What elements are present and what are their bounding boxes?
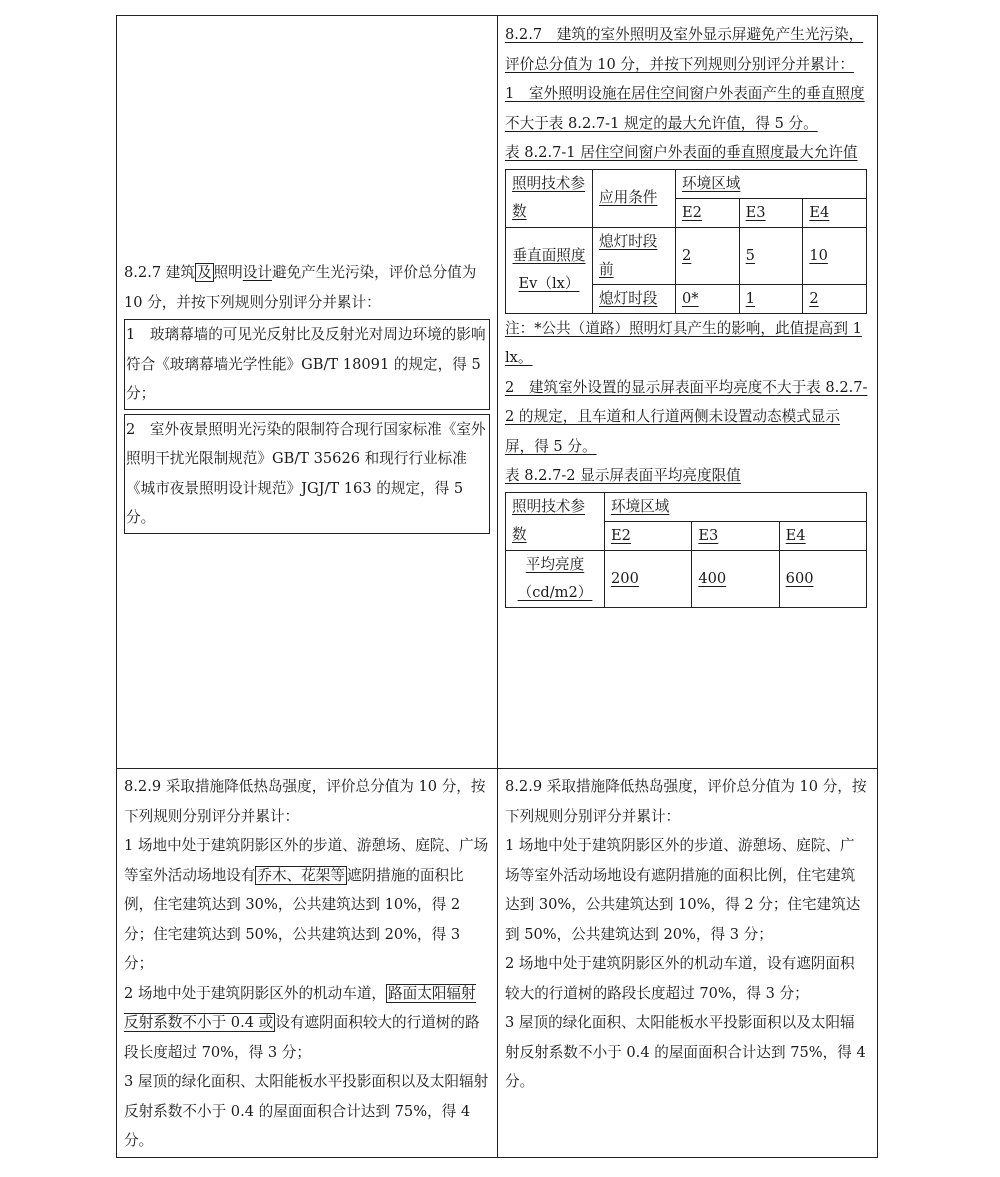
t1-header-param: 照明技术参数 <box>512 175 585 220</box>
boxed-revision: 路面太阳辐射反射系数不小于 0.4 或 <box>124 984 476 1031</box>
t1-cell: 1 <box>745 289 755 307</box>
luminance-table <box>505 492 867 608</box>
row-divider <box>116 768 878 769</box>
boxed-revision: 乔木、花架等 <box>257 866 345 884</box>
t1-e2: E2 <box>682 203 702 221</box>
clause-829-old-item3: 3 屋顶的绿化面积、太阳能板水平投影面积以及太阳辐射反射系数不小于 0.4 的屋面面积合计达到 75%，得 4 分。 <box>124 1073 489 1149</box>
t1-e4: E4 <box>809 203 830 221</box>
clause-827-new-intro: 8.2.7 建筑的室外照明及室外显示屏避免产生光污染，评价总分值为 10 分，并按下列规则分别评分并累计： <box>505 26 864 73</box>
clause-827-old-intro: 8.2.7 建筑 及 照明设计避免产生光污染，评价总分值为 10 分，并按下列规则分别评分并累计： <box>124 264 477 311</box>
t2-cell: 400 <box>698 569 727 587</box>
clause-829-new-item3: 3 屋顶的绿化面积、太阳能板水平投影面积以及太阳辐射反射系数不小于 0.4 的屋面面积合计达到 75%，得 4 分。 <box>505 1014 866 1090</box>
t2-row-param: 平均亮度（cd/m2） <box>517 555 593 601</box>
table1-title: 表 8.2.7-1 居住空间窗户外表面的垂直照度最大允许值 <box>505 144 858 161</box>
t1-header-env: 环境区域 <box>682 174 741 192</box>
left-bottom-cell <box>124 772 490 1156</box>
left-top-cell <box>124 258 490 534</box>
clause-829-new-intro: 8.2.9 采取措施降低热岛强度，评价总分值为 10 分，按下列规则分别评分并累计： <box>505 778 867 825</box>
t1-cell: 10 <box>809 246 828 264</box>
clause-827-new-item1: 1 室外照明设施在居住空间窗户外表面产生的垂直照度不大于表 8.2.7-1 规定的最大允许值，得 5 分。 <box>505 85 865 132</box>
t2-e3: E3 <box>698 526 719 544</box>
clause-827-old-item1: 1 玻璃幕墙的可见光反射比及反射光对周边环境的影响符合《玻璃幕墙光学性能》GB/T 18091 的规定，得 5 分； <box>124 319 490 410</box>
clause-827-old-item2: 2 室外夜景照明光污染的限制符合现行国家标准《室外照明干扰光限制规范》GB/T 35626 和现行行业标准《城市夜景照明设计规范》JGJ/T 163 的规定，得 5 分。 <box>124 414 490 534</box>
t2-header-env: 环境区域 <box>611 497 670 515</box>
table1-note: 注：*公共（道路）照明灯具产生的影响，此值提高到 1 lx。 <box>505 319 862 366</box>
t1-row-param: 垂直面照度 Ev（lx） <box>512 247 586 292</box>
clause-829-new-item1: 1 场地中处于建筑阴影区外的步道、游憩场、庭院、广场等室外活动场地设有遮阴措施的面积比例，住宅建筑达到 30%，公共建筑达到 10%，得 2 分；住宅建筑达到 50%，公共建筑达到 20%，得 3 分； <box>505 837 861 943</box>
table2-title: 表 8.2.7-2 显示屏表面平均亮度限值 <box>505 467 741 484</box>
t1-e3: E3 <box>745 203 766 221</box>
clause-827-new-item2: 2 建筑室外设置的显示屏表面平均亮度不大于表 8.2.7-2 的规定，且车道和人行道两侧未设置动态模式显示屏，得 5 分。 <box>505 378 868 455</box>
t1-cell: 2 <box>809 289 819 307</box>
right-bottom-cell <box>505 772 869 1097</box>
t2-e2: E2 <box>611 526 631 544</box>
t1-cond2: 熄灯时段 <box>599 289 658 307</box>
clause-829-old-item2: 2 场地中处于建筑阴影区外的机动车道， 路面太阳辐射反射系数不小于 0.4 或 设有遮阴面积较大的行道树的路段长度超过 70%，得 3 分； <box>124 984 480 1061</box>
t1-cell: 0* <box>682 289 699 307</box>
column-divider <box>497 15 498 1158</box>
clause-829-old-intro: 8.2.9 采取措施降低热岛强度，评价总分值为 10 分，按下列规则分别评分并累计： <box>124 778 486 825</box>
right-top-cell <box>505 20 869 608</box>
t1-cell: 2 <box>682 246 692 264</box>
t2-header-param: 照明技术参数 <box>512 498 585 543</box>
t1-cell: 5 <box>745 246 755 264</box>
t2-cell: 200 <box>611 569 639 587</box>
clause-829-old-item1: 1 场地中处于建筑阴影区外的步道、游憩场、庭院、广场等室外活动场地设有 乔木、花架等 遮阴措施的面积比例，住宅建筑达到 30%，公共建筑达到 10%，得 2 分；住宅建筑达到 50%，公共建筑达到 20%，得 3 分； <box>124 837 489 972</box>
underlined-revision: 设计 <box>242 264 272 281</box>
t2-cell: 600 <box>785 569 814 587</box>
t1-cond1: 熄灯时段前 <box>599 232 658 278</box>
boxed-revision: 及 <box>196 264 212 281</box>
t2-e4: E4 <box>785 526 806 544</box>
illuminance-table <box>505 169 867 314</box>
t1-header-cond: 应用条件 <box>599 189 658 206</box>
clause-829-new-item2: 2 场地中处于建筑阴影区外的机动车道，设有遮阴面积较大的行道树的路段长度超过 70%，得 3 分； <box>505 955 855 1002</box>
